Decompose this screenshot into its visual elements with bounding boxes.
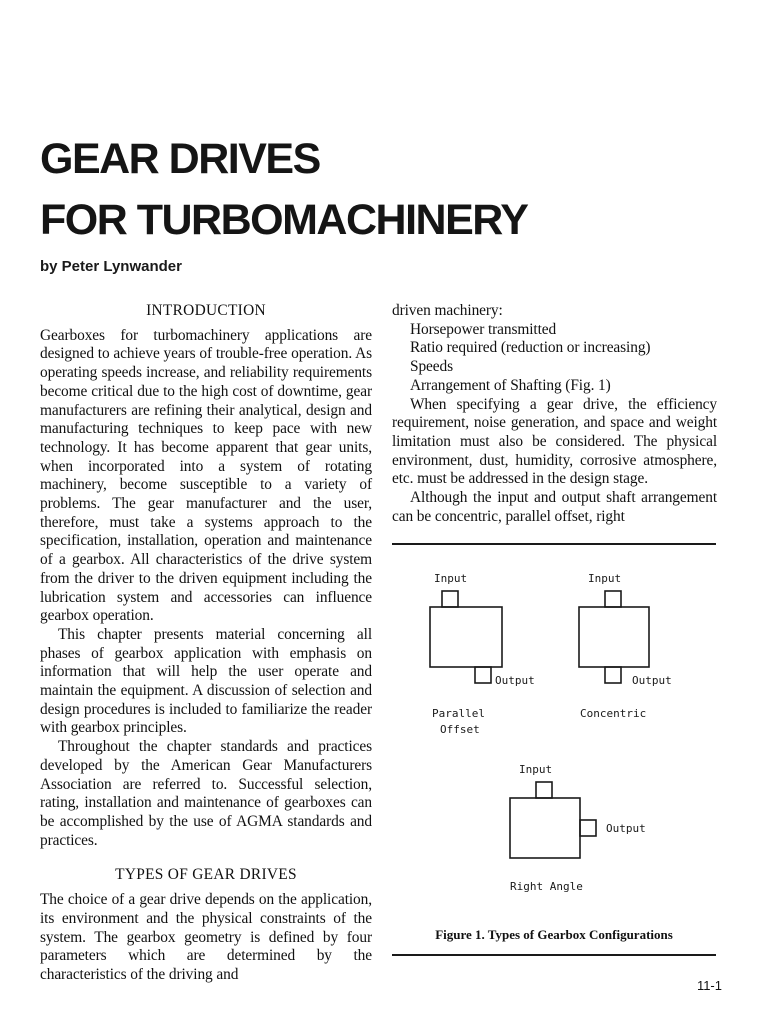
gearbox-diagram xyxy=(392,555,716,915)
types-paragraph-1: The choice of a gear drive depends on the application, its environment and the physical constraints of the system. The gearbox geometry is defined by four parameters which are determined by the characteristics of the driving and xyxy=(40,891,372,983)
parallel-output-label: Output xyxy=(495,674,535,687)
left-column xyxy=(40,302,372,985)
figure-bottom-rule xyxy=(392,954,716,956)
parallel-input-label: Input xyxy=(434,572,468,585)
parameter-list-item: Horsepower transmitted xyxy=(410,320,557,338)
concentric-output-shaft xyxy=(605,667,621,683)
parameter-list-item: Arrangement of Shafting (Fig. 1) xyxy=(410,376,611,394)
right-angle-config xyxy=(510,763,646,893)
types-heading: TYPES OF GEAR DRIVES xyxy=(115,866,297,884)
right-angle-name: Right Angle xyxy=(510,880,583,893)
right-angle-gearbox-housing xyxy=(510,798,580,858)
parallel-input-shaft xyxy=(442,591,458,607)
parameter-list-item: Ratio required (reduction or increasing) xyxy=(410,339,651,357)
types-paragraph-3: Although the input and output shaft arrangement can be concentric, parallel offset, right xyxy=(392,489,717,525)
right-angle-input-shaft xyxy=(536,782,552,798)
introduction-heading: INTRODUCTION xyxy=(146,302,266,319)
title-line-2: FOR TURBOMACHINERY xyxy=(40,196,528,244)
right-angle-output-label: Output xyxy=(606,822,646,835)
right-angle-input-label: Input xyxy=(519,763,553,776)
concentric-input-shaft xyxy=(605,591,621,607)
title-line-1: GEAR DRIVES xyxy=(40,135,320,183)
parallel-name-line-1: Parallel xyxy=(432,707,485,720)
gearbox-configurations-figure xyxy=(392,555,716,950)
concentric-name: Concentric xyxy=(580,707,647,720)
concentric-config xyxy=(579,572,672,720)
parallel-output-shaft xyxy=(475,667,491,683)
parameter-list-item: Speeds xyxy=(410,358,454,376)
right-column xyxy=(392,302,717,526)
right-angle-output-shaft xyxy=(580,820,596,836)
concentric-input-label: Input xyxy=(588,572,622,585)
concentric-output-label: Output xyxy=(632,674,672,687)
figure-top-rule xyxy=(392,543,716,545)
types-paragraph-2: When specifying a gear drive, the efficiency requirement, noise generation, and space and weight limitation must also be considered. The physical environment, dust, humidity, corrosive atmosphere, etc. must be addressed in the design stage. xyxy=(392,395,717,488)
intro-paragraph-3: Throughout the chapter standards and practices developed by the American Gear Manufacturers Association are referred to. Successful selection, rating, installation and maintenance of gearboxes can be accomplished by the use of AGMA standards and practices. xyxy=(40,738,372,849)
parallel-gearbox-housing xyxy=(430,607,502,667)
page-number: 11-1 xyxy=(696,978,722,993)
figure-caption: Figure 1. Types of Gearbox Configurations xyxy=(435,927,673,942)
parallel-name-line-2: Offset xyxy=(440,723,480,736)
parallel-offset-config xyxy=(430,572,535,736)
types-continuation: driven machinery: xyxy=(392,302,503,319)
concentric-gearbox-housing xyxy=(579,607,649,667)
intro-paragraph-1: Gearboxes for turbomachinery applications are designed to achieve years of trouble-free operation. As operating speeds increase, and reliability requirements become critical due to the high cost of downtime, gear manufacturers are refining their analytical, design and manufacturing techniques to keep pace with new technology. It has become apparent that gear units, when incorporated into a system of rotating machinery, become susceptible to a variety of problems. The gear manufacturer and the user, therefore, must take a systems approach to the specification, installation, operation and maintenance of a gearbox. All characteristics of the drive system from the driver to the driven equipment including the lubrication system and accessories can influence gearbox operation. xyxy=(40,326,372,625)
intro-paragraph-2: This chapter presents material concerning all phases of gearbox application with emphasis on information that will help the user operate and maintain the equipment. A discussion of selection and design procedures is included to familiarize the reader with gearbox principles. xyxy=(40,625,372,737)
author-byline: by Peter Lynwander xyxy=(40,258,182,275)
